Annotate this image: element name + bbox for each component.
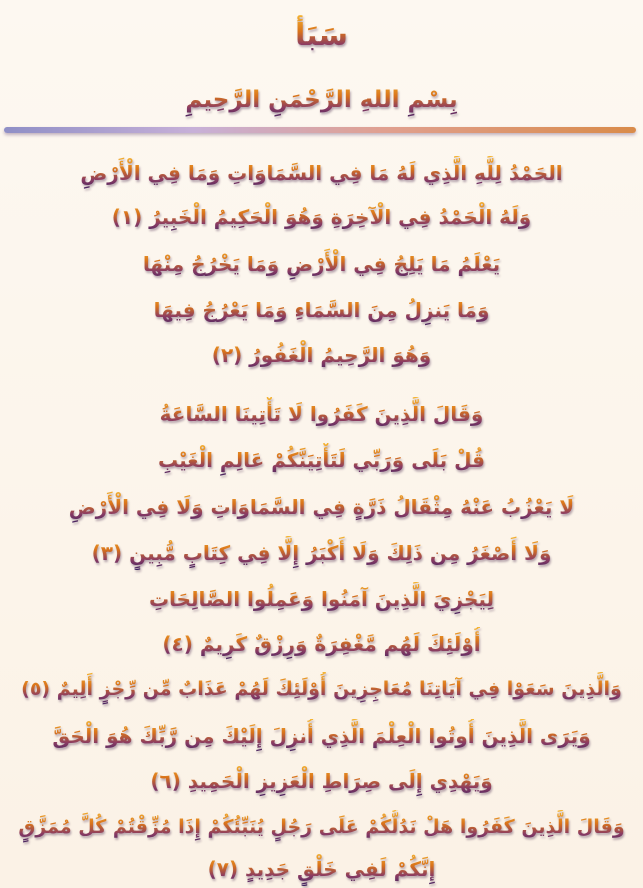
verse-line: وَيَهْدِي إِلَى صِرَاطِ الْعَزِيزِ الْحَمِيدِ (٦) [10,764,633,798]
verse-line: لِيَجْزِيَ الَّذِينَ آمَنُوا وَعَمِلُوا الصَّالِحَاتِ [10,582,633,616]
verse-line: وَقَالَ الَّذِينَ كَفَرُوا هَلْ نَدُلُّكُمْ عَلَى رَجُلٍ يُنَبِّئُكُمْ إِذَا مُزِّقْتُمْ كُلَّ مُمَزَّقٍ [10,810,633,844]
verse-line: الحَمْدُ لِلَّهِ الَّذِي لَهُ مَا فِي السَّمَاوَاتِ وَمَا فِي الْأَرْضِ [10,156,633,190]
verse-line: وَلَا أَصْغَرُ مِن ذَلِكَ وَلَا أَكْبَرُ إِلَّا فِي كِتَابٍ مُّبِينٍ (٣) [10,536,633,570]
verse-line: وَالَّذِينَ سَعَوْا فِي آيَاتِنَا مُعَاجِزِينَ أُوْلَئِكَ لَهُمْ عَذَابٌ مِّن رِّجْزٍ أَلِيمٌ (٥) [10,672,633,706]
verse-line: وَلَهُ الْحَمْدُ فِي الْآخِرَةِ وَهُوَ الْحَكِيمُ الْخَبِيرُ (١) [10,200,633,234]
basmala: بِسْمِ اللهِ الرَّحْمَنِ الرَّحِيمِ [0,80,643,120]
verse-line: إِنَّكُمْ لَفِي خَلْقٍ جَدِيدٍ (٧) [10,852,633,886]
surah-title: سَبَأ [0,14,643,58]
verse-line: لَا يَعْزُبُ عَنْهُ مِثْقَالُ ذَرَّةٍ فِي السَّمَاوَاتِ وَلَا فِي الْأَرْضِ [10,490,633,524]
verse-line: أُوْلَئِكَ لَهُم مَّغْفِرَةٌ وَرِزْقٌ كَرِيمٌ (٤) [10,627,633,661]
verse-line: قُلْ بَلَى وَرَبِّي لَتَأْتِيَنَّكُمْ عَالِمِ الْغَيْبِ [10,443,633,477]
verse-line: وَهُوَ الرَّحِيمُ الْغَفُورُ (٢) [10,338,633,372]
verse-line: يَعْلَمُ مَا يَلِجُ فِي الْأَرْضِ وَمَا يَخْرُجُ مِنْهَا [10,247,633,281]
verse-line: وَقَالَ الَّذِينَ كَفَرُوا لَا تَأْتِينَا السَّاعَةُ [10,397,633,431]
verse-line: وَمَا يَنزِلُ مِنَ السَّمَاءِ وَمَا يَعْرُجُ فِيهَا [10,293,633,327]
divider-rule [4,127,636,133]
verse-line: وَيَرَى الَّذِينَ أُوتُوا الْعِلْمَ الَّذِي أُنزِلَ إِلَيْكَ مِن رَّبِّكَ هُوَ الْحَقَّ [10,719,633,753]
